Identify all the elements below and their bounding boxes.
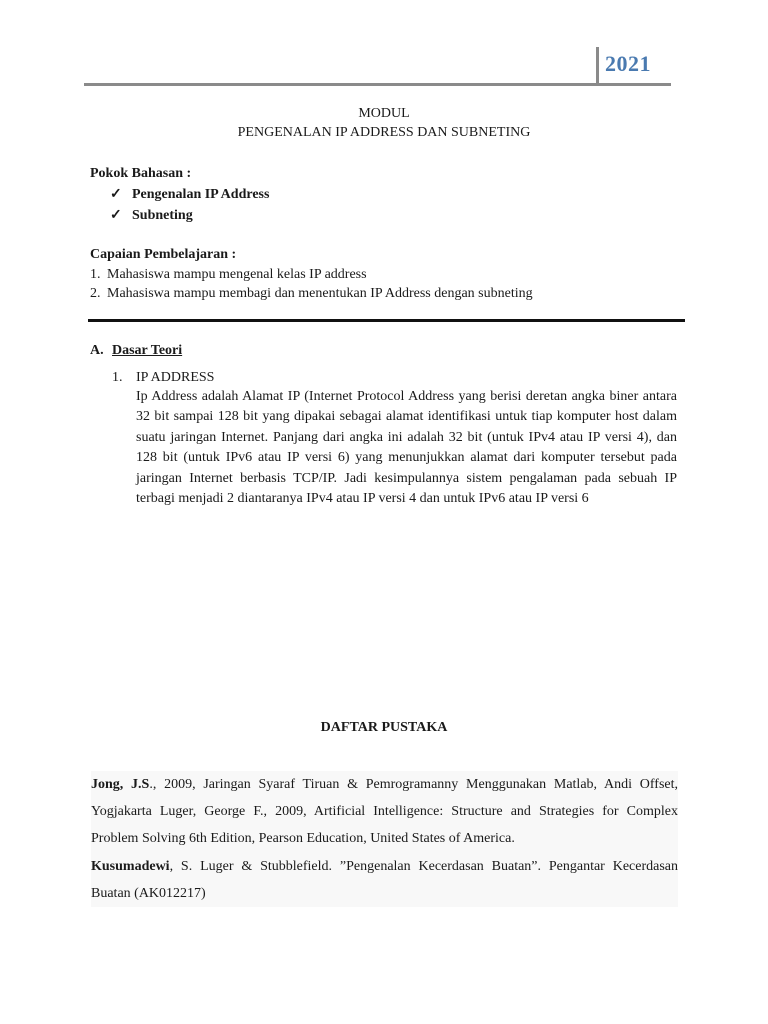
- reference-text: ., 2009, Jaringan Syaraf Tiruan & Pemrogramanny Menggunakan Matlab, Andi Offset, Yogjakarta Luger, George F., 2009, Artificial Intelligence: Structure and Strategies for Complex Problem Solving 6th Edition, Pearson Education, United States of America.: [91, 777, 678, 847]
- subsection-heading: [112, 370, 214, 386]
- check-icon: ✓: [110, 187, 122, 202]
- reference-author: Jong, J.S: [91, 777, 150, 792]
- capaian-label: Capaian Pembelajaran :: [90, 247, 237, 262]
- subsection-title: IP ADDRESS: [136, 370, 215, 385]
- pokok-bahasan-item: [110, 186, 269, 203]
- reference-list: [91, 771, 678, 907]
- pokok-bahasan-item-text: Subneting: [132, 208, 193, 223]
- capaian-item-text: Mahasiswa mampu membagi dan menentukan IP Address dengan subneting: [107, 286, 533, 301]
- header-year: 2021: [605, 51, 651, 76]
- pokok-bahasan-item: [110, 207, 193, 224]
- section-a-letter: A.: [90, 343, 104, 358]
- reference-text: , S. Luger & Stubblefield. ”Pengenalan Kecerdasan Buatan”. Pengantar Kecerdasan Buatan (AK012217): [91, 858, 678, 901]
- section-a-heading: [90, 343, 182, 359]
- header-divider-vertical: [596, 47, 599, 84]
- section-a-title: Dasar Teori: [112, 343, 183, 358]
- ip-address-paragraph: Ip Address adalah Alamat IP (Internet Protocol Address yang berisi deretan angka biner antara 32 bit sampai 128 bit yang dipakai sebagai alamat identifikasi untuk tiap komputer host dalam suatu jaringan Internet. Panjang dari angka ini adalah 32 bit (untuk IPv4 atau IP versi 4), dan 128 bit (untuk IPv6 atau IP versi 6) yang menunjukkan alamat dari komputer tersebut pada jaringan Internet berbasis TCP/IP. Jadi kesimpulannya sistem pengalaman pada sebuah IP terbagi menjadi 2 diantaranya IPv4 atau IP versi 4 dan untuk IPv6 atau IP versi 6: [136, 389, 677, 507]
- module-title: PENGENALAN IP ADDRESS DAN SUBNETING: [237, 125, 531, 140]
- module-label: MODUL: [358, 106, 410, 121]
- capaian-item: [90, 286, 533, 302]
- pokok-bahasan-label: Pokok Bahasan :: [90, 166, 192, 181]
- reference-author: Kusumadewi: [91, 858, 170, 874]
- reference-entry: [91, 853, 678, 907]
- pokok-bahasan-item-text: Pengenalan IP Address: [132, 187, 270, 202]
- header-rule: [84, 83, 671, 86]
- daftar-pustaka-title: DAFTAR PUSTAKA: [320, 720, 448, 735]
- subsection-number: 1.: [112, 370, 123, 385]
- section-divider: [88, 319, 685, 322]
- capaian-item: [90, 267, 367, 283]
- reference-entry: [91, 771, 678, 853]
- capaian-item-number: 2.: [90, 286, 101, 301]
- check-icon: ✓: [110, 208, 122, 223]
- capaian-item-number: 1.: [90, 267, 101, 282]
- capaian-item-text: Mahasiswa mampu mengenal kelas IP address: [107, 267, 367, 282]
